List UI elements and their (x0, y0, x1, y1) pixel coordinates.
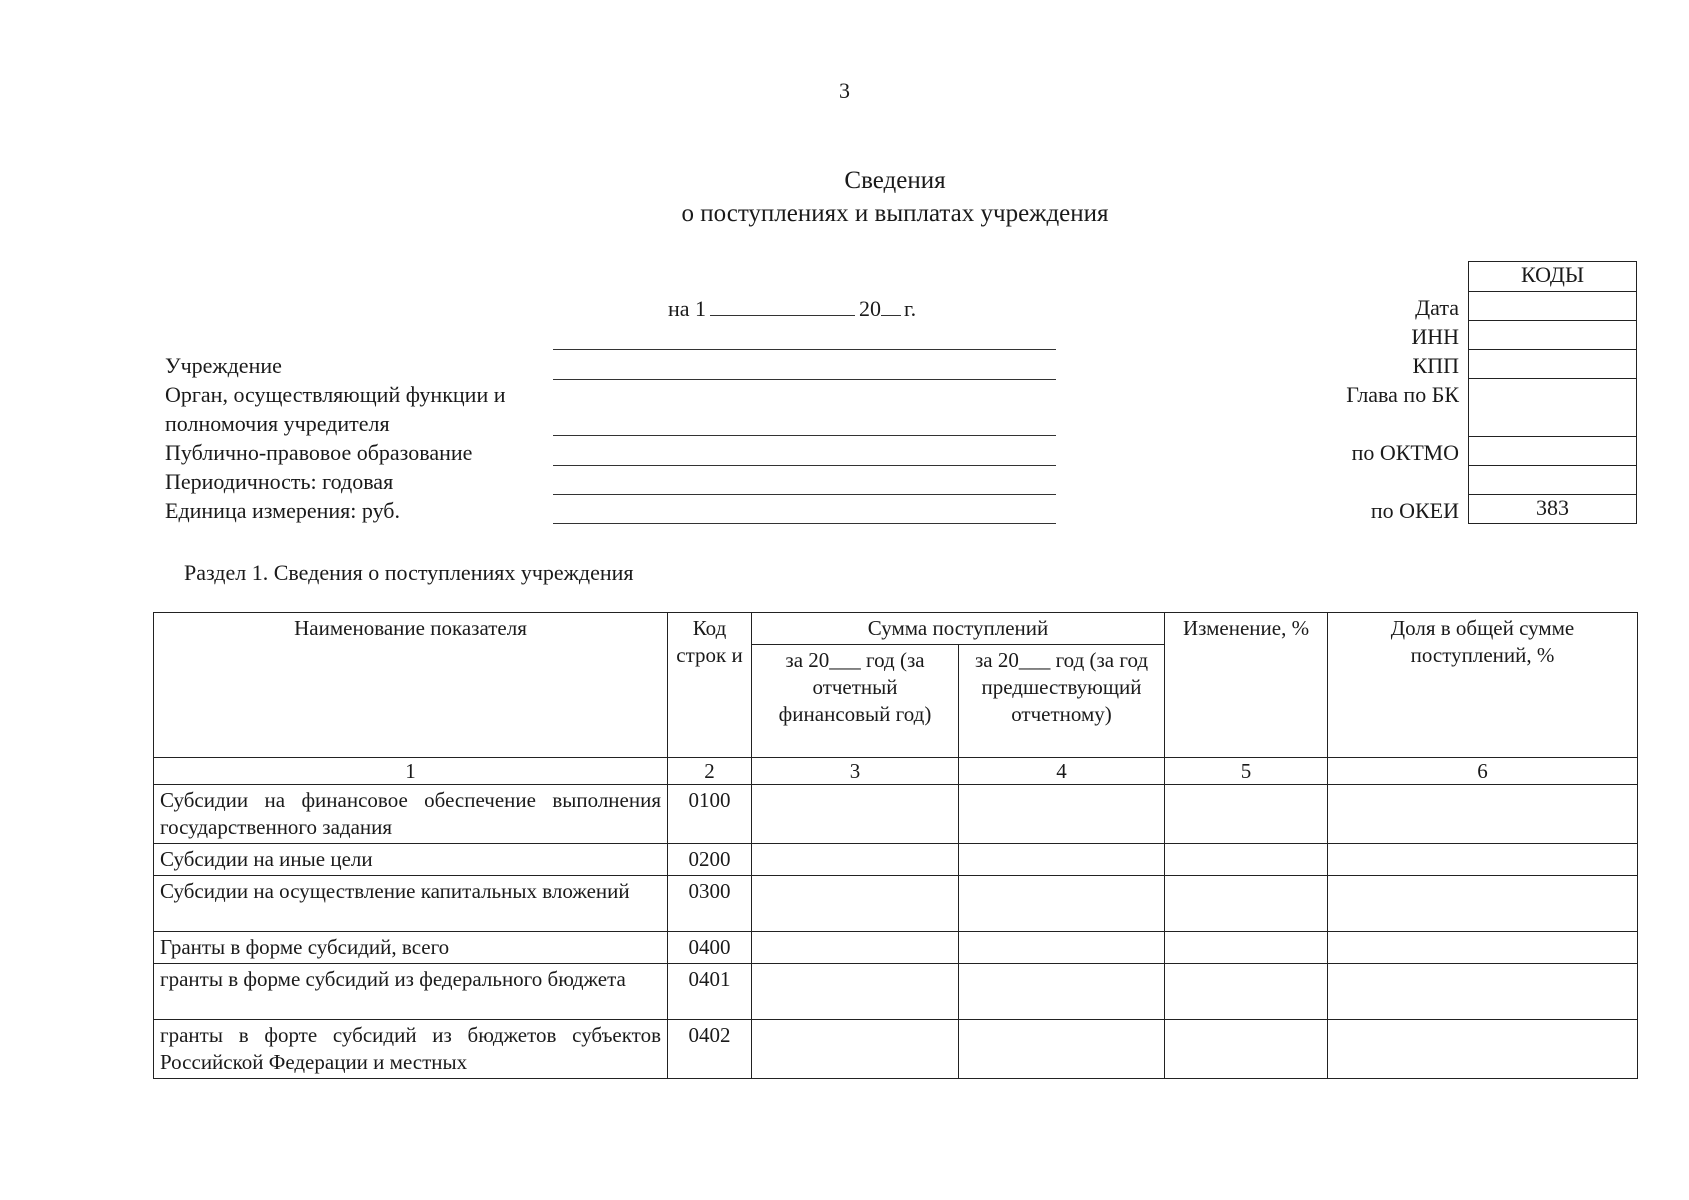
header-sum-current: за 20___ год (за отчетный финансовый год) (752, 645, 959, 758)
header-row-code: Код строк и (668, 613, 752, 758)
periodicity-input-line[interactable] (553, 465, 1056, 466)
budget-head-code-cell[interactable] (1469, 378, 1636, 436)
row-code: 0300 (668, 876, 752, 932)
row-code: 0401 (668, 964, 752, 1020)
column-number: 5 (1165, 758, 1328, 785)
extra-code-cell[interactable] (1469, 465, 1636, 494)
value-cell[interactable] (752, 932, 959, 964)
header-indicator-name: Наименование показателя (154, 613, 668, 758)
value-cell[interactable] (1328, 964, 1638, 1020)
codes-header: КОДЫ (1520, 262, 1585, 287)
header-share: Доля в общей сумме поступлений, % (1328, 613, 1638, 758)
column-number: 2 (668, 758, 752, 785)
table-row (154, 964, 1638, 1020)
row-name: Субсидии на осуществление капитальных вложений (154, 876, 668, 932)
kpp-code-label: КПП (1412, 353, 1459, 378)
okei-code-label: по ОКЕИ (1370, 498, 1459, 523)
founder-input-line[interactable] (553, 379, 1056, 380)
inn-code-cell[interactable] (1469, 320, 1636, 349)
value-cell[interactable] (752, 785, 959, 844)
row-name: гранты в форме субсидий из федерального бюджета (154, 964, 668, 1020)
value-cell[interactable] (959, 964, 1165, 1020)
value-cell[interactable] (1165, 785, 1328, 844)
date-suffix: г. (904, 296, 917, 321)
date-code-cell[interactable] (1469, 291, 1636, 320)
kpp-code-cell[interactable] (1469, 349, 1636, 378)
inn-code-label: ИНН (1411, 324, 1459, 349)
codes-box (1468, 261, 1637, 524)
table-row (154, 785, 1638, 844)
section-title: Раздел 1. Сведения о поступлениях учреждения (184, 560, 634, 585)
column-number: 1 (154, 758, 668, 785)
unit-input-line-1[interactable] (553, 494, 1056, 495)
header-change: Изменение, % (1165, 613, 1328, 758)
value-cell[interactable] (1328, 932, 1638, 964)
founder-label-line2: полномочия учредителя (165, 411, 390, 436)
row-name: Гранты в форме субсидий, всего (154, 932, 668, 964)
row-code: 0400 (668, 932, 752, 964)
table-row (154, 876, 1638, 932)
value-cell[interactable] (1165, 932, 1328, 964)
row-name: Субсидии на финансовое обеспечение выполнения государственного задания (154, 785, 668, 844)
value-cell[interactable] (752, 964, 959, 1020)
institution-label: Учреждение (165, 353, 282, 378)
value-cell[interactable] (1165, 876, 1328, 932)
value-cell[interactable] (959, 876, 1165, 932)
value-cell[interactable] (1328, 876, 1638, 932)
table-row (154, 844, 1638, 876)
year-blank-field[interactable] (881, 295, 901, 316)
value-cell[interactable] (752, 1020, 959, 1079)
value-cell[interactable] (1328, 844, 1638, 876)
okei-code-cell[interactable]: 383 (1469, 494, 1636, 523)
public-entity-input-line[interactable] (553, 435, 1056, 436)
row-code: 0100 (668, 785, 752, 844)
value-cell[interactable] (959, 785, 1165, 844)
date-code-label: Дата (1415, 295, 1459, 320)
value-cell[interactable] (752, 876, 959, 932)
row-name: гранты в форте субсидий из бюджетов субъектов Российской Федерации и местных (154, 1020, 668, 1079)
date-blank-field[interactable] (710, 295, 855, 316)
column-number: 4 (959, 758, 1165, 785)
row-name: Субсидии на иные цели (154, 844, 668, 876)
value-cell[interactable] (1328, 1020, 1638, 1079)
oktmo-code-label: по ОКТМО (1351, 440, 1459, 465)
public-entity-label: Публично-правовое образование (165, 440, 473, 465)
column-number: 3 (752, 758, 959, 785)
value-cell[interactable] (752, 844, 959, 876)
institution-input-line[interactable] (553, 349, 1056, 350)
value-cell[interactable] (1165, 1020, 1328, 1079)
unit-input-line-2[interactable] (553, 523, 1056, 524)
row-code: 0200 (668, 844, 752, 876)
page-number: 3 (839, 78, 850, 103)
value-cell[interactable] (1328, 785, 1638, 844)
unit-label: Единица измерения: руб. (165, 498, 400, 523)
document-title: Сведения (844, 167, 946, 194)
column-number: 6 (1328, 758, 1638, 785)
value-cell[interactable] (959, 1020, 1165, 1079)
year-prefix: 20 (859, 296, 882, 321)
table-row (154, 1020, 1638, 1079)
document-subtitle: о поступлениях и выплатах учреждения (681, 200, 1109, 227)
header-sum: Сумма поступлений (752, 613, 1165, 645)
table-row (154, 932, 1638, 964)
founder-label-line1: Орган, осуществляющий функции и (165, 382, 506, 407)
value-cell[interactable] (959, 844, 1165, 876)
value-cell[interactable] (959, 932, 1165, 964)
row-code: 0402 (668, 1020, 752, 1079)
date-prefix: на 1 (668, 296, 707, 321)
value-cell[interactable] (1165, 964, 1328, 1020)
oktmo-code-cell[interactable] (1469, 436, 1636, 465)
header-sum-previous: за 20___ год (за год предшествующий отчетному) (959, 645, 1165, 758)
budget-head-code-label: Глава по БК (1346, 382, 1459, 407)
receipts-table (153, 612, 1638, 1079)
value-cell[interactable] (1165, 844, 1328, 876)
periodicity-label: Периодичность: годовая (165, 469, 394, 494)
report-date-line (668, 295, 916, 322)
